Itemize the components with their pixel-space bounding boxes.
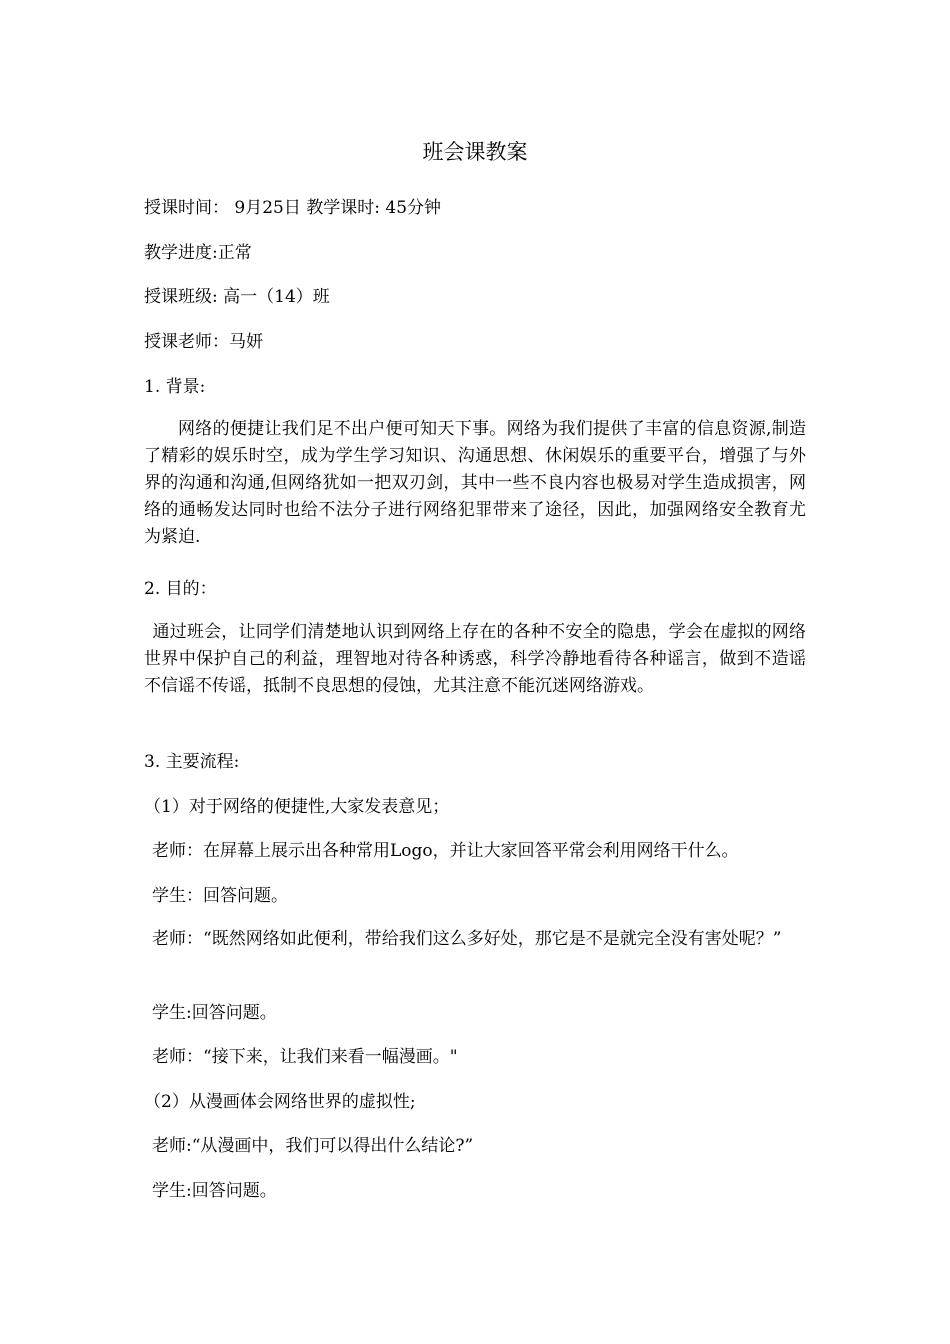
- student-line-1: 学生：回答问题。: [152, 886, 288, 906]
- background-heading: 1. 背景:: [144, 377, 206, 397]
- flow-step-1: （1）对于网络的便捷性,大家发表意见；: [144, 797, 450, 817]
- flow-heading: 3. 主要流程:: [144, 752, 240, 772]
- teacher-line-2: 老师：“既然网络如此便利，带给我们这么多好处，那它是不是就完全没有害处呢？”: [152, 929, 782, 949]
- page-title: 班会课教案: [422, 140, 528, 164]
- teacher-line-4: 老师:“从漫画中，我们可以得出什么结论?”: [152, 1136, 474, 1156]
- goal-paragraph: 通过班会，让同学们清楚地认识到网络上存在的各种不安全的隐患，学会在虚拟的网络世界中保护自己的利益，理智地对待各种诱惑，科学冷静地看待各种谣言，做到不造谣不信谣不传谣，抵制不良思想的侵蚀，尤其注意不能沉迷网络游戏。: [144, 622, 806, 696]
- teacher-line: 授课老师：马妍: [144, 332, 263, 352]
- background-paragraph: 网络的便捷让我们足不出户便可知天下事。网络为我们提供了丰富的信息资源,制造了精彩的娱乐时空，成为学生学习知识、沟通思想、休闲娱乐的重要平台，增强了与外界的沟通和沟通,但网络犹如一把双刃剑，其中一些不良内容也极易对学生造成损害，网络的通畅发达同时也给不法分子进行网络犯罪带来了途径，因此，加强网络安全教育尤为紧迫.: [144, 419, 806, 547]
- class-line: 授课班级: 高一（14）班: [144, 287, 330, 307]
- lesson-time-line: 授课时间： 9月25日 教学课时: 45分钟: [144, 198, 442, 218]
- goal-heading: 2. 目的：: [144, 579, 217, 599]
- flow-step-2: （2）从漫画体会网络世界的虚拟性;: [144, 1092, 416, 1112]
- teaching-progress-line: 教学进度:正常: [144, 243, 252, 263]
- student-line-2: 学生:回答问题。: [152, 1003, 277, 1023]
- teacher-line-3: 老师：“接下来，让我们来看一幅漫画。": [152, 1047, 458, 1067]
- student-line-3: 学生:回答问题。: [152, 1181, 277, 1201]
- teacher-line-1: 老师：在屏幕上展示出各种常用Logo，并让大家回答平常会利用网络干什么。: [152, 841, 739, 861]
